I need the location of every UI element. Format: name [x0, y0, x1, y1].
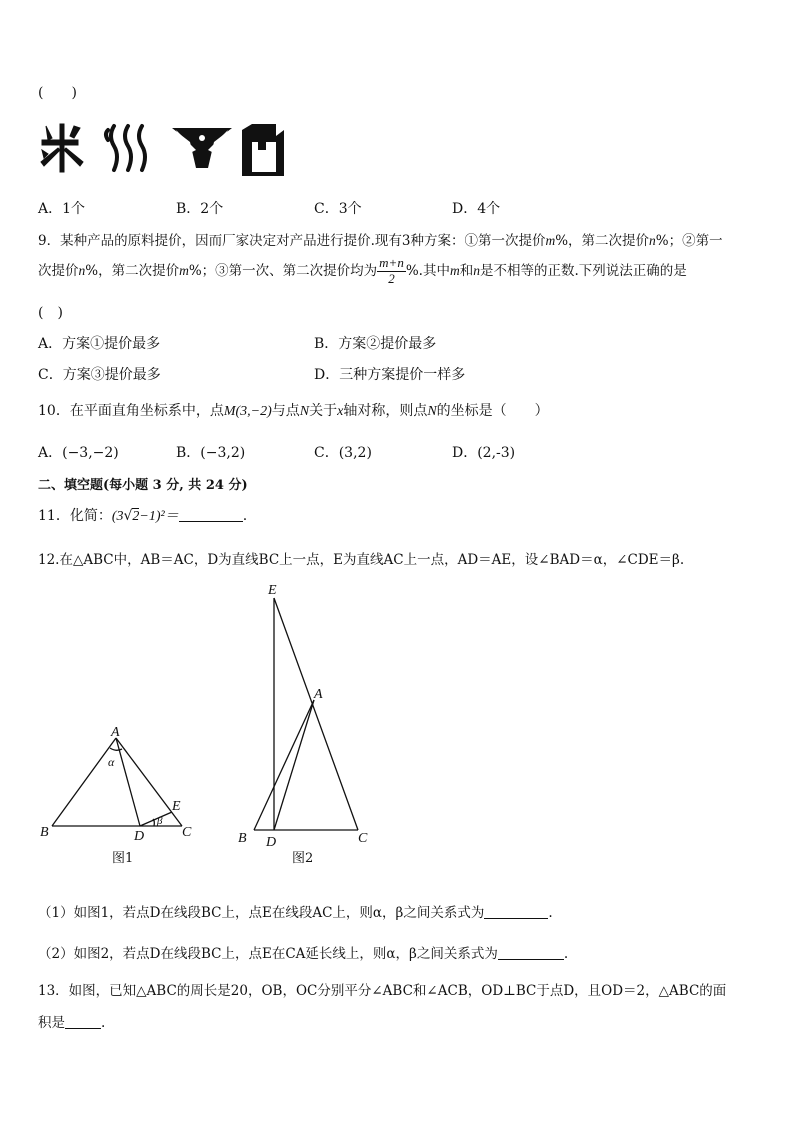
fraction	[377, 256, 406, 287]
q10-text: 10．在平面直角坐标系中，点	[38, 403, 224, 419]
q10-option-d[interactable]: D．(2,-3)	[452, 445, 516, 461]
q9-option-b[interactable]: B．方案②提价最多	[314, 336, 437, 352]
q10-text: 关于	[309, 403, 338, 419]
q10-text: 轴对称，则点	[343, 403, 428, 419]
var-n: n	[78, 262, 86, 278]
label-e: E	[172, 799, 181, 814]
label-d: D	[266, 835, 277, 850]
sqrt-radicand: 2	[132, 509, 140, 524]
q13-text: 积是	[38, 1015, 65, 1031]
q8-option-a[interactable]: A．1个	[38, 201, 86, 217]
fraction-numerator: m+n	[379, 255, 404, 270]
q10-text: 的坐标是（ ）	[436, 403, 549, 419]
label-a: A	[111, 725, 120, 740]
q9-option-a[interactable]: A．方案①提价最多	[38, 336, 161, 352]
label-c: C	[182, 825, 192, 840]
axis-x: x	[337, 404, 344, 419]
label-d: D	[134, 829, 145, 844]
q9-text: 9．某种产品的原料提价，因而厂家决定对产品进行提价.现有3种方案：①第一次提价	[38, 233, 546, 249]
q12-sub1	[38, 901, 553, 921]
label-beta: β	[157, 815, 163, 827]
segment-de	[140, 812, 172, 826]
q10-stem	[38, 400, 549, 420]
q13-end: .	[101, 1015, 106, 1031]
q12-sub1-answer-blank[interactable]	[484, 904, 548, 919]
q8-option-b[interactable]: B．2个	[176, 201, 224, 217]
segment-ad	[116, 738, 140, 826]
q9-text: 次提价	[38, 262, 79, 279]
q11-expr: −1)²＝	[139, 509, 179, 524]
fraction-denominator: 2	[388, 270, 395, 286]
label-b: B	[238, 831, 247, 846]
q9-text: 是不相等的正数.下列说法正确的是	[479, 262, 687, 279]
q12-sub2-answer-blank[interactable]	[498, 945, 564, 960]
var-m: m	[449, 262, 460, 278]
figure-2-caption: 图2	[292, 851, 314, 866]
q11-stem	[38, 505, 247, 525]
q13-stem-line1: 13．如图，已知△ABC的周长是20，OB，OC分别平分∠ABC和∠ACB，OD⊥BC于点D，且OD＝2，△ABC的面	[38, 983, 727, 999]
segment-ab	[52, 738, 116, 826]
q9-stem-line2	[38, 256, 687, 287]
q12-sub2	[38, 942, 568, 962]
label-e: E	[268, 583, 277, 598]
symbol-icon-2	[106, 126, 145, 170]
q9-text: %；③第一次、第二次提价均为	[188, 262, 378, 279]
angle-alpha-arc	[110, 748, 122, 750]
q9-stem-line1	[38, 229, 723, 249]
q9-text: ，第二次提价	[568, 233, 650, 249]
symbol-icon-1	[41, 124, 83, 172]
q13-stem-line2	[38, 1011, 105, 1031]
var-m: m	[179, 262, 189, 278]
q10-option-a[interactable]: A．(−3,−2)	[38, 445, 119, 461]
var-n: n	[649, 233, 656, 248]
q11-expr: (3	[111, 509, 124, 524]
symbol-icon-3	[172, 128, 232, 168]
label-alpha: α	[108, 755, 115, 769]
q13-answer-blank[interactable]	[65, 1014, 101, 1029]
segment-ec	[274, 598, 358, 830]
point-n: N	[427, 404, 437, 419]
q9-text: 和	[459, 262, 474, 279]
q10-text: 与点	[271, 403, 300, 419]
q9-text: %；②第一	[655, 233, 723, 249]
symbol-icon-4	[242, 124, 284, 176]
angle-beta-arc	[153, 819, 154, 826]
q8-option-c[interactable]: C．3个	[314, 201, 362, 217]
q11-text: 11．化简：	[38, 508, 112, 524]
q12-figure-2	[228, 578, 388, 868]
q11-answer-blank[interactable]	[179, 507, 243, 522]
q8-figure-icons	[38, 120, 288, 178]
q11-end: .	[242, 508, 248, 524]
var-m: m	[545, 233, 556, 248]
q9-text: %.其中	[405, 262, 450, 279]
q8-option-d[interactable]: D．4个	[452, 201, 501, 217]
q9-option-d[interactable]: D．三种方案提价一样多	[314, 367, 466, 383]
q12-sub1-text: （1）如图1，若点D在线段BC上，点E在线段AC上，则α，β之间关系式为	[38, 905, 485, 921]
label-c: C	[358, 831, 368, 846]
var-n: n	[473, 262, 480, 278]
figure-1-caption: 图1	[112, 851, 134, 866]
point-n: N	[299, 404, 310, 419]
q12-end: .	[563, 946, 569, 962]
q12-figure-1	[36, 722, 206, 866]
q9-answer-paren: ( )	[38, 305, 63, 321]
q12-stem: 12.在△ABC中，AB＝AC，D为直线BC上一点，E为直线AC上一点，AD＝AE，设∠BAD＝α，∠CDE＝β.	[38, 552, 685, 568]
percent: %	[555, 233, 569, 249]
q12-sub2-text: （2）如图2，若点D在线段BC上，点E在CA延长线上，则α，β之间关系式为	[38, 946, 498, 962]
q8-answer-paren: ( )	[38, 85, 77, 101]
q9-text: %，第二次提价	[85, 262, 180, 279]
label-a: A	[314, 687, 323, 702]
sqrt-icon: √	[123, 508, 133, 524]
q10-option-b[interactable]: B．(−3,2)	[176, 445, 246, 461]
q12-end: .	[548, 905, 553, 921]
segment-da	[274, 700, 314, 830]
point-m: M(3,−2)	[223, 404, 272, 419]
section-title: 二、填空题(每小题 3 分, 共 24 分)	[38, 478, 248, 493]
q9-option-c[interactable]: C．方案③提价最多	[38, 367, 161, 383]
q10-option-c[interactable]: C．(3,2)	[314, 445, 372, 461]
label-b: B	[40, 825, 49, 840]
segment-ba	[254, 700, 314, 830]
